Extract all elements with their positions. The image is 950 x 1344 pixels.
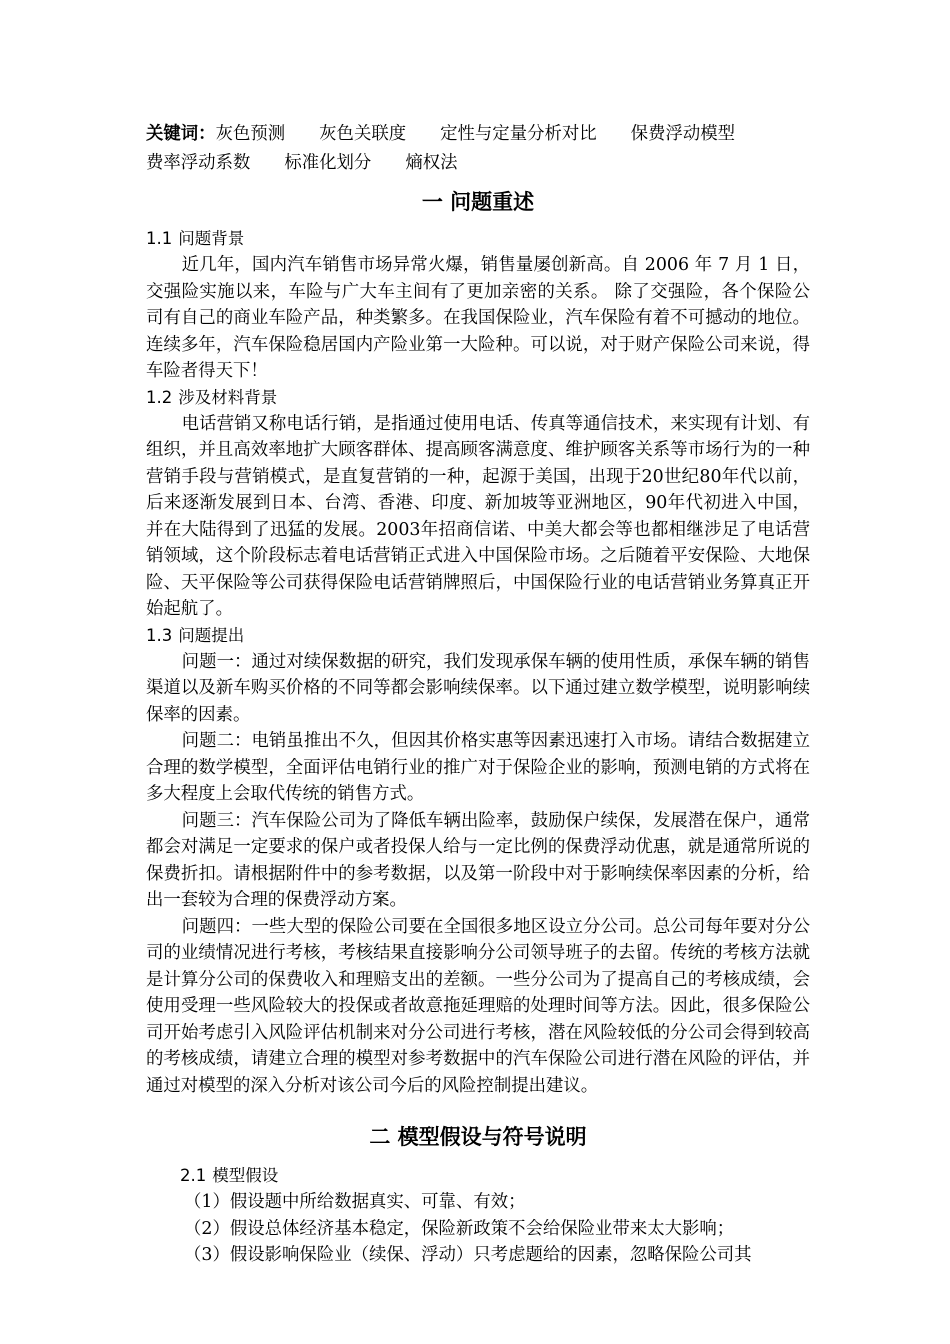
subsection-heading-1-3 [146, 623, 810, 649]
subsection-heading-1-2 [146, 385, 810, 411]
subsection-title: 问题背景 [178, 229, 245, 248]
paragraph-question-4: 问题四：一些大型的保险公司要在全国很多地区设立分公司。总公司每年要对分公司的业绩情况进行考核，考核结果直接影响分公司领导班子的去留。传统的考核方法就是计算分公司的保费收入和理赔支出的差额。一些分公司为了提高自己的考核成绩，会使用受理一些风险较大的投保或者故意拖延理赔的处理时间等方法。因此，很多保险公司开始考虑引入风险评估机制来对分公司进行考核，潜在风险较低的分公司会得到较高的考核成绩，请建立合理的模型对参考数据中的汽车保险公司进行潜在风险的评估，并通过对模型的深入分析对该公司今后的风险控制提出建议。 [146, 916, 810, 1096]
keyword: 灰色预测 [215, 124, 286, 144]
keyword: 熵权法 [405, 153, 458, 173]
assumption-item: （1）假设题中所给数据真实、可靠、有效； [184, 1192, 526, 1212]
keywords-line-2 [146, 149, 810, 178]
paragraph-material-background: 电话营销又称电话行销，是指通过使用电话、传真等通信技术，来实现有计划、有组织，并且高效率地扩大顾客群体、提高顾客满意度、维护顾客关系等市场行为的一种营销手段与营销模式，是直复营销的一种，起源于美国，出现于20世纪80年代以前，后来逐渐发展到日本、台湾、香港、印度、新加坡等亚洲地区，90年代初进入中国，并在大陆得到了迅猛的发展。2003年招商信诺、中美大都会等也都相继涉足了电话营销领域，这个阶段标志着电话营销正式进入中国保险市场。之后随着平安保险、大地保险、天平保险等公司获得保险电话营销牌照后，中国保险行业的电话营销业务算真正开始起航了。 [146, 413, 810, 619]
document-body [146, 120, 810, 1269]
subsection-title: 问题提出 [178, 625, 245, 645]
subsection-number: 1.3 [146, 625, 173, 645]
assumption-item: （2）假设总体经济基本稳定，保险新政策不会给保险业带来太大影响； [184, 1218, 735, 1239]
subsection-heading-1-1 [146, 226, 810, 252]
assumption-item: （3）假设影响保险业（续保、浮动）只考虑题给的因素，忽略保险公司其 [184, 1245, 752, 1265]
keyword: 灰色关联度 [319, 124, 407, 144]
keyword: 保费浮动模型 [630, 124, 736, 144]
paragraph-question-3: 问题三：汽车保险公司为了降低车辆出险率，鼓励保户续保，发展潜在保户，通常都会对满足一定要求的保户或者投保人给与一定比例的保费浮动优惠，就是通常所说的保费折扣。请根据附件中的参考数据，以及第一阶段中对于影响续保率因素的分析，给出一套较为合理的保费浮动方案。 [146, 810, 810, 910]
keyword: 标准化划分 [284, 153, 372, 173]
subsection-title: 模型假设 [212, 1166, 279, 1185]
paragraph-question-1: 问题一：通过对续保数据的研究，我们发现承保车辆的使用性质，承保车辆的销售渠道以及新车购买价格的不同等都会影响续保率。以下通过建立数学模型，说明影响续保率的因素。 [146, 651, 810, 725]
keyword: 定性与定量分析对比 [440, 124, 597, 144]
paragraph-question-2: 问题二：电销虽推出不久，但因其价格实惠等因素迅速打入市场。请结合数据建立合理的数学模型，全面评估电销行业的推广对于保险企业的影响，预测电销的方式将在多大程度上会取代传统的销售方式。 [146, 731, 810, 804]
keywords-label: 关键词： [146, 124, 216, 144]
subsection-number: 1.2 [146, 387, 173, 407]
keyword: 费率浮动系数 [146, 153, 251, 173]
subsection-number: 2.1 [180, 1166, 207, 1185]
keywords-line-1 [146, 120, 810, 149]
subsection-number: 1.1 [146, 229, 173, 248]
subsection-heading-2-1 [146, 1163, 810, 1189]
section-2-heading: 二 模型假设与符号说明 [369, 1125, 587, 1149]
paragraph-background: 近几年，国内汽车销售市场异常火爆，销售量屡创新高。自 2006 年 7 月 1 日，交强险实施以来，车险与广大车主间有了更加亲密的关系。 除了交强险，各个保险公司有自己的商业车险产品，种类繁多。在我国保险业，汽车保险有着不可撼动的地位。连续多年，汽车保险稳居国内产险业第一大险种。可以说，对于财产保险公司来说，得车险者得天下！ [146, 255, 810, 381]
subsection-title: 涉及材料背景 [178, 387, 278, 407]
section-1-heading: 一 问题重述 [421, 190, 535, 214]
